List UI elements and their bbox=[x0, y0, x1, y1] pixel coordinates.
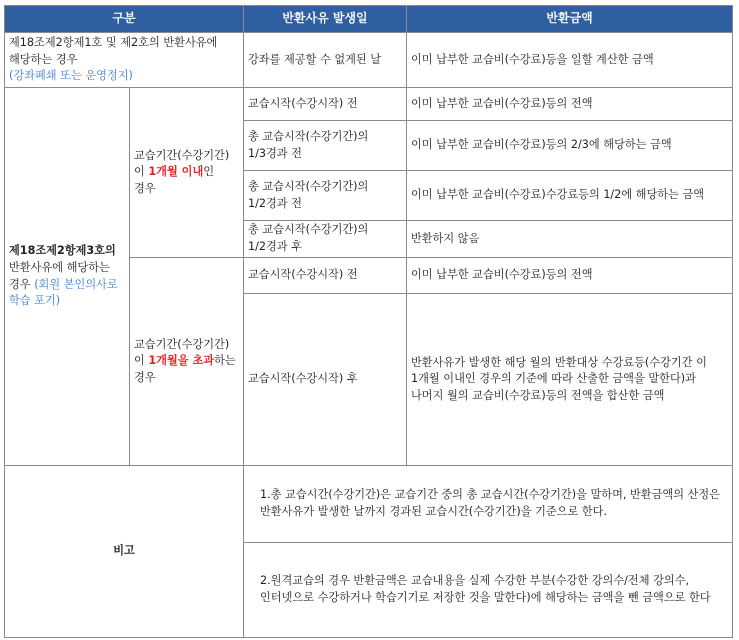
category-withdrawal-label: 반환사유에 해당하는 경우 bbox=[9, 260, 110, 291]
sub-category-prefix: 교습기간(수강기간)이 bbox=[134, 337, 230, 368]
category-closure-label: 제18조제2항제1호 및 제2호의 반환사유에 해당하는 경우 bbox=[9, 36, 218, 66]
remarks-note-1: 1.총 교습시간(수강기간)은 교습기간 중의 총 교습시간(수강기간)을 말하며, 반환금액의 산정은 반환사유가 발생한 날까지 경과된 교습시간(수강기간)을 기준으로 한다. bbox=[244, 466, 733, 543]
refund-amount-cell: 반환하지 않음 bbox=[407, 221, 733, 258]
refund-amount-cell: 이미 납부한 교습비(수강료)등을 일할 계산한 금액 bbox=[407, 33, 733, 88]
header-refund-date: 반환사유 발생일 bbox=[244, 6, 407, 33]
header-refund-amount: 반환금액 bbox=[407, 6, 733, 33]
table-row bbox=[5, 33, 733, 88]
sub-category-within-month bbox=[130, 88, 244, 258]
refund-date-cell: 강좌를 제공할 수 없게된 날 bbox=[244, 33, 407, 88]
refund-date-cell: 총 교습시작(수강기간)의 1/2경과 후 bbox=[244, 221, 407, 258]
refund-date-cell: 교습시작(수강시작) 후 bbox=[244, 294, 407, 466]
refund-date-cell: 총 교습시작(수강기간)의 1/2경과 전 bbox=[244, 171, 407, 221]
refund-policy-table bbox=[4, 5, 733, 638]
sub-category-highlight: 1개월 이내 bbox=[148, 165, 204, 179]
refund-date-cell: 교습시작(수강시작) 전 bbox=[244, 258, 407, 294]
refund-amount-cell: 반환사유가 발생한 해당 월의 반환대상 수강료등(수강기간 이 1개월 이내인 경우의 기준에 따라 산출한 금액을 말한다)과 나머지 월의 교습비(수강료)등의 전액을 합산한 금액 bbox=[407, 294, 733, 466]
sub-category-suffix: 인 경우 bbox=[134, 165, 215, 195]
category-closure-note: (강좌폐쇄 또는 운영정지) bbox=[9, 69, 133, 83]
category-withdrawal-note: (회원 본인의사로 학습 포기) bbox=[9, 277, 118, 308]
category-closure-cell bbox=[5, 33, 244, 88]
remarks-note-2: 2.원격교습의 경우 반환금액은 교습내용을 실제 수강한 부분(수강한 강의수/전체 강의수, 인터넷으로 수강하거나 학습기기로 저장한 것을 말한다)에 해당하는 금액을 뺀 금액으로 한다 bbox=[244, 543, 733, 638]
category-withdrawal-clause: 제18조제2항제3호의 bbox=[9, 244, 116, 258]
sub-category-highlight: 1개월을 초과 bbox=[148, 354, 215, 368]
refund-amount-cell: 이미 납부한 교습비(수강료)수강료등의 1/2에 해당하는 금액 bbox=[407, 171, 733, 221]
refund-date-cell: 교습시작(수강시작) 전 bbox=[244, 88, 407, 121]
remarks-row bbox=[5, 466, 733, 543]
sub-category-suffix: 하는 경우 bbox=[134, 354, 236, 384]
refund-date-cell: 총 교습시작(수강기간)의 1/3경과 전 bbox=[244, 121, 407, 171]
header-row bbox=[5, 6, 733, 33]
refund-amount-cell: 이미 납부한 교습비(수강료)등의 전액 bbox=[407, 258, 733, 294]
remarks-label: 비고 bbox=[5, 466, 244, 638]
refund-policy-table-wrapper bbox=[4, 5, 733, 638]
category-withdrawal-cell bbox=[5, 88, 130, 466]
refund-amount-cell: 이미 납부한 교습비(수강료)등의 전액 bbox=[407, 88, 733, 121]
table-row bbox=[5, 88, 733, 121]
refund-amount-cell: 이미 납부한 교습비(수강료)등의 2/3에 해당하는 금액 bbox=[407, 121, 733, 171]
sub-category-over-month bbox=[130, 258, 244, 466]
sub-category-prefix: 교습기간(수강기간)이 bbox=[134, 148, 230, 179]
header-category: 구분 bbox=[5, 6, 244, 33]
